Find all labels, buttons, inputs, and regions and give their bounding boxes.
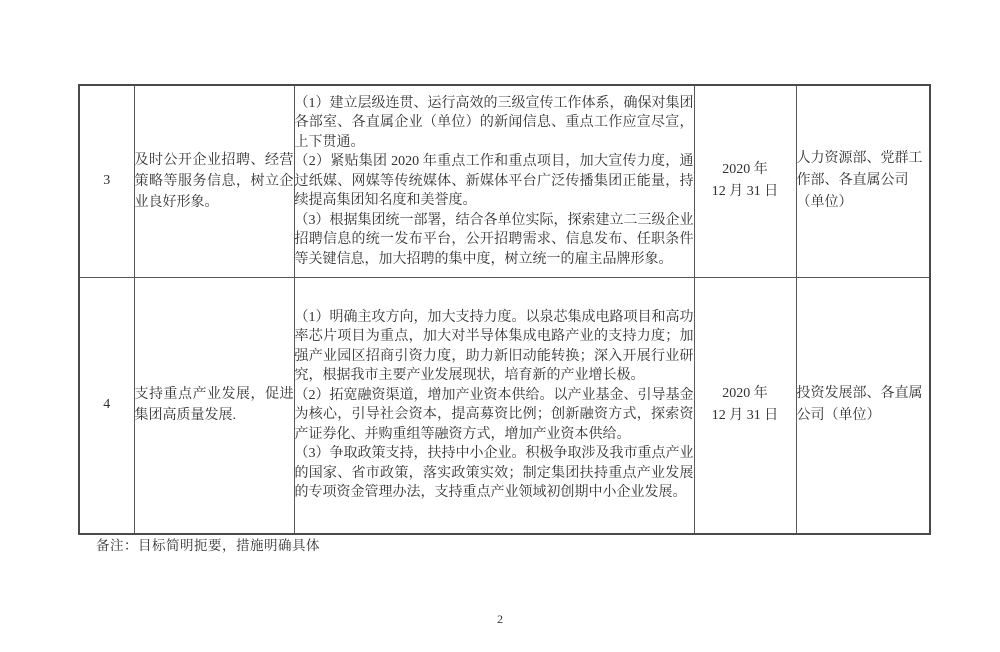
deadline-date: 12 月 31 日 — [711, 184, 779, 200]
deadline-cell — [694, 277, 796, 534]
row-number-cell: 4 — [79, 277, 134, 534]
measure-item: （1）建立层级连贯、运行高效的三级宣传工作体系，确保对集团各部室、各直属企业（单位）的新闻信息、重点工作应宣尽宣，上下贯通。 — [294, 95, 694, 150]
measure-item: （1）明确主攻方向，加大支持力度。以泉芯集成电路项目和高功率芯片项目为重点，加大对半导体集成电路产业的支持力度；加强产业园区招商引资力度，助力新旧动能转换；深入开展行业研究，根据我市主要产业发展现状，培育新的产业增长极。 — [294, 309, 694, 384]
departments-cell: 投资发展部、各直属公司（单位） — [796, 277, 930, 534]
measure-item: （3）根据集团统一部署，结合各单位实际，探索建立二三级企业招聘信息的统一发布平台，公开招聘需求、信息发布、任职条件等关键信息，加大招聘的集中度，树立统一的雇主品牌形象。 — [294, 212, 694, 267]
footnote: 备注：目标简明扼要，措施明确具体 — [96, 538, 320, 553]
measures-cell — [294, 277, 694, 534]
departments-cell: 人力资源部、党群工作部、各直属公司（单位） — [796, 85, 930, 277]
measure-item: （2）紧贴集团 2020 年重点工作和重点项目，加大宣传力度，通过纸媒、网媒等传统媒体、新媒体平台广泛传播集团正能量，持续提高集团知名度和美誉度。 — [294, 154, 694, 208]
measures-cell — [294, 85, 694, 277]
goal-cell: 支持重点产业发展，促进集团高质量发展. — [134, 277, 294, 534]
page-number: 2 — [497, 612, 503, 626]
goal-cell: 及时公开企业招聘、经营策略等服务信息，树立企业良好形象。 — [134, 85, 294, 277]
deadline-date: 12 月 31 日 — [711, 408, 779, 424]
table-row — [79, 85, 930, 277]
measure-item: （3）争取政策支持，扶持中小企业。积极争取涉及我市重点产业的国家、省市政策，落实政策实效；制定集团扶持重点产业发展的专项资金管理办法，支持重点产业领域初创期中小企业发展。 — [294, 446, 694, 501]
table-row — [79, 277, 930, 534]
deadline-year: 2020 年 — [722, 162, 768, 178]
measure-item: （2）拓宽融资渠道，增加产业资本供给。以产业基金、引导基金为核心，引导社会资本，提高募资比例；创新融资方式，探索资产证券化、并购重组等融资方式，增加产业资本供给。 — [294, 387, 694, 442]
work-plan-table — [78, 84, 931, 535]
deadline-cell — [694, 85, 796, 277]
deadline-year: 2020 年 — [722, 386, 768, 402]
row-number-cell: 3 — [79, 85, 134, 277]
